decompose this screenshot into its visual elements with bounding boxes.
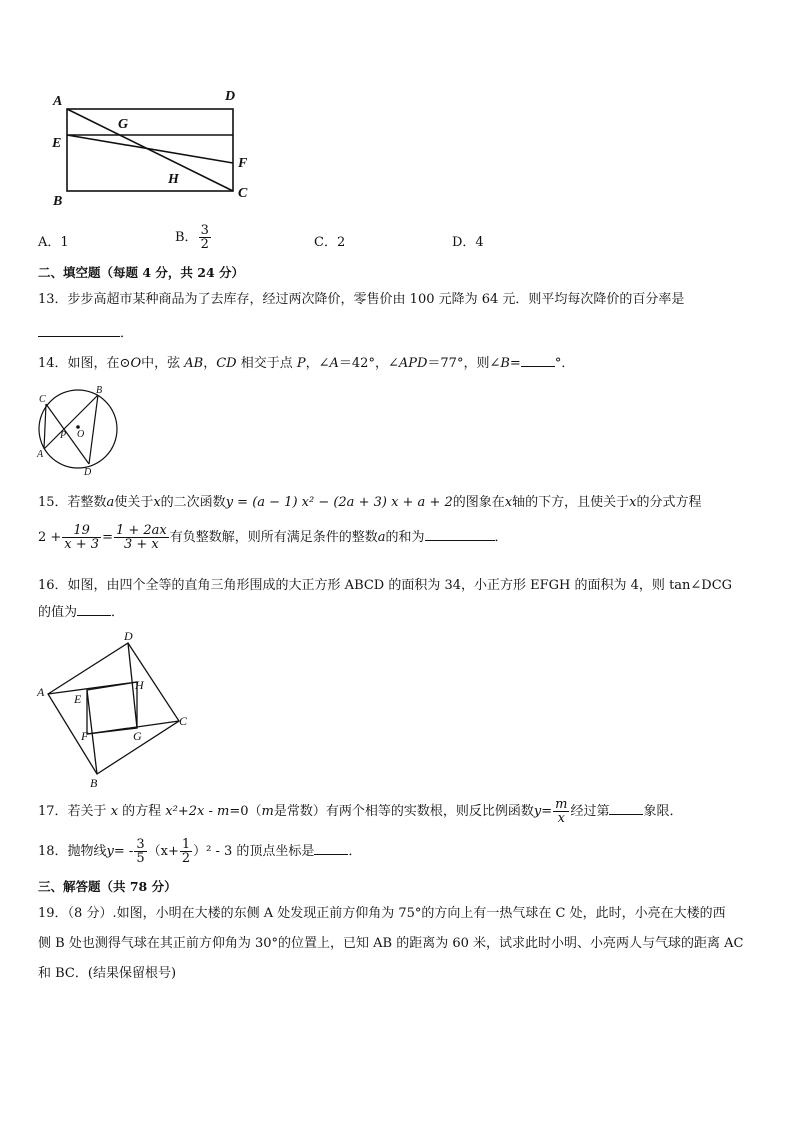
q19-line2: 侧 B 处也测得气球在其正前方仰角为 30°的位置上，已知 AB 的距离为 60 米，试求此时小明、小亮两人与气球的距离 AC [38, 936, 744, 951]
chord-ab [44, 395, 98, 449]
q12-option-c: C．2 [314, 235, 346, 250]
q12-option-b [175, 224, 212, 251]
fraction-m-over-x: $\frac{m}{x}$ [555, 797, 568, 826]
section-3-title: 三、解答题（共 78 分） [38, 879, 177, 894]
label-d: D [225, 89, 236, 104]
option-b-fraction: $\frac{3}{2}$ [200, 223, 209, 252]
label-b: B [53, 194, 63, 209]
label-c: C [39, 394, 46, 405]
label-g: G [133, 729, 142, 743]
label-b: B [96, 385, 103, 396]
q18-text: 18．抛物线y= - $\frac{3}{5}$ （x+ $\frac{1}{2}$ ）² - 3 的顶点坐标是 ． [38, 837, 362, 866]
answer-blank [38, 324, 120, 337]
q15-line2: 2 + $\frac{19}{x + 3}$ = $\frac{1 + 2ax}{3 + x}$ 有负整数解，则所有满足条件的整数a的和为 ． [38, 523, 508, 552]
q15-line1: 15．若整数a使关于x的二次函数y = (a − 1) x² − (2a + 3) x + a + 2的图象在x轴的下方，且使关于x的分式方程 [38, 495, 702, 510]
segment-be [87, 690, 97, 774]
q19-line1: 19．（8 分）.如图，小明在大楼的东侧 A 处发现正前方仰角为 75°的方向上有一热气球在 C 处，此时，小亮在大楼的西 [38, 906, 726, 921]
label-h: H [168, 172, 179, 187]
chord-bd [89, 395, 98, 464]
answer-blank [77, 603, 111, 616]
q14-figure [32, 383, 124, 477]
fraction-1-over-2: $\frac{1}{2}$ [181, 837, 191, 866]
label-b: B [90, 776, 98, 790]
q12-option-a: A．1 [38, 235, 69, 250]
line-ef [67, 135, 233, 163]
answer-blank [314, 842, 348, 855]
quadratic-function: y = (a − 1) x² − (2a + 3) x + a + 2 [225, 495, 453, 510]
q12-option-d: D．4 [452, 235, 484, 250]
label-g: G [118, 117, 129, 132]
answer-blank [609, 802, 643, 815]
small-square-efgh [87, 682, 137, 734]
answer-blank [425, 528, 495, 541]
q16-figure [34, 628, 194, 790]
q17-text: 17．若关于 x 的方程 x²+2x - m=0（m是常数）有两个相等的实数根，则反比例函数y= $\frac{m}{x}$ 经过第 象限． [38, 797, 683, 826]
q12-figure [44, 84, 264, 212]
q13-answer-line: ． [38, 324, 133, 343]
q16-line1: 16．如图，由四个全等的直角三角形围成的大正方形 ABCD 的面积为 34，小正方形 EFGH 的面积为 4，则 tan∠DCG [38, 578, 733, 593]
q19-line3: 和 BC．(结果保留根号) [38, 966, 177, 981]
label-d: D [124, 629, 133, 643]
chord-ca [44, 404, 46, 449]
q16-line2: 的值为 ． [38, 605, 125, 620]
label-e: E [74, 692, 82, 706]
big-square-abcd [48, 643, 179, 774]
label-f: F [238, 156, 248, 171]
label-c: C [238, 186, 248, 201]
label-c: C [179, 714, 188, 728]
label-a: A [53, 94, 63, 109]
answer-blank [521, 354, 555, 367]
label-d: D [84, 467, 92, 477]
section-2-title: 二、填空题（每题 4 分，共 24 分） [38, 265, 245, 280]
option-b-prefix: B． [175, 230, 198, 245]
label-o: O [77, 429, 85, 440]
label-p: P [60, 430, 67, 441]
label-f: F [81, 729, 89, 743]
label-e: E [52, 136, 62, 151]
fraction-1-plus-2ax: $\frac{1 + 2ax}{3 + x}$ [115, 523, 167, 552]
label-a: A [37, 449, 44, 460]
q13-text: 13．步步高超市某种商品为了去库存，经过两次降价，零售价由 100 元降为 64 元．则平均每次降价的百分率是 [38, 292, 685, 307]
label-a: A [37, 685, 45, 699]
diagonal-ac [67, 109, 233, 191]
q14-text: 14．如图，在⊙O中，弦 AB，CD 相交于点 P，∠A＝42°，∠APD＝77°，则∠B= °． [38, 356, 575, 371]
label-h: H [135, 678, 144, 692]
fraction-3-over-5: $\frac{3}{5}$ [136, 837, 145, 866]
fraction-19-over-x-plus-3: $\frac{19}{x + 3}$ [64, 523, 100, 552]
